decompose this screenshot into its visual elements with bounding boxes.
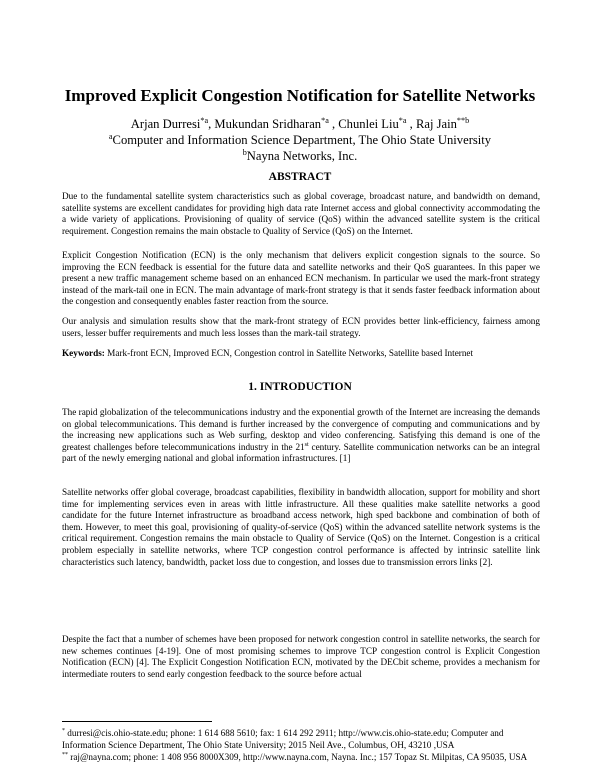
abstract-paragraph: Explicit Congestion Notification (ECN) is the only mechanism that delivers explicit congestion signals to the source. So improving the ECN feedback is essential for the future data and satellite networks and their QoS guarantees. In this paper we present a new traffic management scheme based on an enhanced ECN mechanism. In particular we used the mark-front strategy instead of the mark-tail one in ECN. The main advantage of mark-front strategy is that it sends faster feedback information about the congestion and consequently enables faster reaction from the source. xyxy=(62,250,540,307)
affiliation-sup: a xyxy=(108,131,113,141)
footnote-mark: ** xyxy=(62,751,68,758)
author-separator: , xyxy=(406,117,416,131)
affiliation-a xyxy=(0,133,600,148)
footnote-rule xyxy=(62,721,212,722)
body-paragraph: Satellite networks offer global coverage, broadcast capabilities, flexibility in bandwidth allocation, support for mobility and short time for implementing services even in areas with little infrastructure. All these qualities make satellite networks a good candidate for the future Internet infrastructure as broadband access network, high sped backbone and combination of both of them. However, to meet this goal, provisioning of quality-of-service (QoS) within the advanced satellite network systems is the critical requirement. Congestion remains the main obstacle to Quality of Service (QoS) on the Internet. Congestion is a critical problem especially in satellite networks, where TCP congestion control performance is affected by intrinsic satellite link characteristics such latency, bandwidth, packet loss due to congestion, and losses due to transmission errors links [2]. xyxy=(62,487,540,567)
author-name: Mukundan Sridharan xyxy=(214,117,322,131)
affiliation-text: Nayna Networks, Inc. xyxy=(246,149,358,163)
author-name: Chunlei Liu xyxy=(338,117,399,131)
author-sup: *a xyxy=(321,115,329,125)
author-name: Arjan Durresi xyxy=(130,117,201,131)
abstract-paragraph: Our analysis and simulation results show that the mark-front strategy of ECN provides better link-efficiency, fairness among users, lesser buffer requirements and much less losses than the mark-tail strategy. xyxy=(62,316,540,338)
abstract-paragraph: Due to the fundamental satellite system characteristics such as global coverage, broadcast nature, and bandwidth on demand, satellite systems are excellent candidates for providing high data rate Internet access and global connectivity accommodating the a wide variety of applications. Provisioning of quality of service (QoS) within the advanced satellite system is the critical requirement. Congestion remains the main obstacle to Quality of Service (QoS) on the Internet. xyxy=(62,191,540,236)
abstract-heading: ABSTRACT xyxy=(268,171,332,183)
footnote-mark: * xyxy=(62,727,65,734)
author-separator: , xyxy=(208,117,215,131)
author-line xyxy=(0,117,600,132)
keywords xyxy=(62,348,540,360)
footnote-text: raj@nayna.com; phone: 1 408 956 8000X309, http://www.nayna.com, Nayna. Inc.; 157 Topaz St. Milpitas, CA 95035, USA xyxy=(67,752,528,762)
affiliation-text: Computer and Information Science Department, The Ohio State University xyxy=(112,133,492,147)
footnote-text: durresi@cis.ohio-state.edu; phone: 1 614 688 5610; fax: 1 614 292 2911; http://www.cis.ohio-state.edu; Computer and Information Science Department, The Ohio State University; 2015 Neil Ave., Columbus, OH, 43210 ,USA xyxy=(62,728,504,750)
affiliation-b xyxy=(0,149,600,164)
keywords-label: Keywords: xyxy=(62,348,105,358)
footnote xyxy=(62,728,540,751)
author-sup: *a xyxy=(398,115,407,125)
paper-title: Improved Explicit Congestion Notification for Satellite Networks xyxy=(64,86,536,105)
footnote xyxy=(62,752,540,764)
body-text: The rapid globalization of the telecommunications industry and the exponential growth of the Internet are increasing the demands on global telecommunications. This demand is further increased by the convergence of computing and communications and by the increasing new applications such as Web surfing, desktop and video conferencing. Satisfying this demand is one of the greatest challenges before telecommunications industry in the 21 xyxy=(62,407,540,452)
keywords-text: Mark-front ECN, Improved ECN, Congestion control in Satellite Networks, Satellite based Internet xyxy=(104,348,474,358)
author-separator: , xyxy=(328,117,339,131)
body-text: century. Satellite communication networks can be an integral part of the newly emerging national and global information infrastructures. [1] xyxy=(62,441,541,464)
author-sup: **b xyxy=(456,115,470,125)
ordinal-sup: st xyxy=(304,441,309,448)
affiliation-sup: b xyxy=(242,147,247,157)
section-heading: 1. INTRODUCTION xyxy=(248,381,352,393)
author-sup: *a xyxy=(200,115,209,125)
body-paragraph: Despite the fact that a number of schemes have been proposed for network congestion control in satellite networks, the search for new schemes continues [4-19]. One of most promising schemes to improve TCP congestion control is Explicit Congestion Notification (ECN) [4]. The Explicit Congestion Notification ECN, motivated by the DECbit scheme, provides a mechanism for intermediate routers to send early congestion feedback to the source before actual xyxy=(62,634,540,679)
author-name: Raj Jain xyxy=(415,117,457,131)
body-paragraph xyxy=(62,407,540,465)
